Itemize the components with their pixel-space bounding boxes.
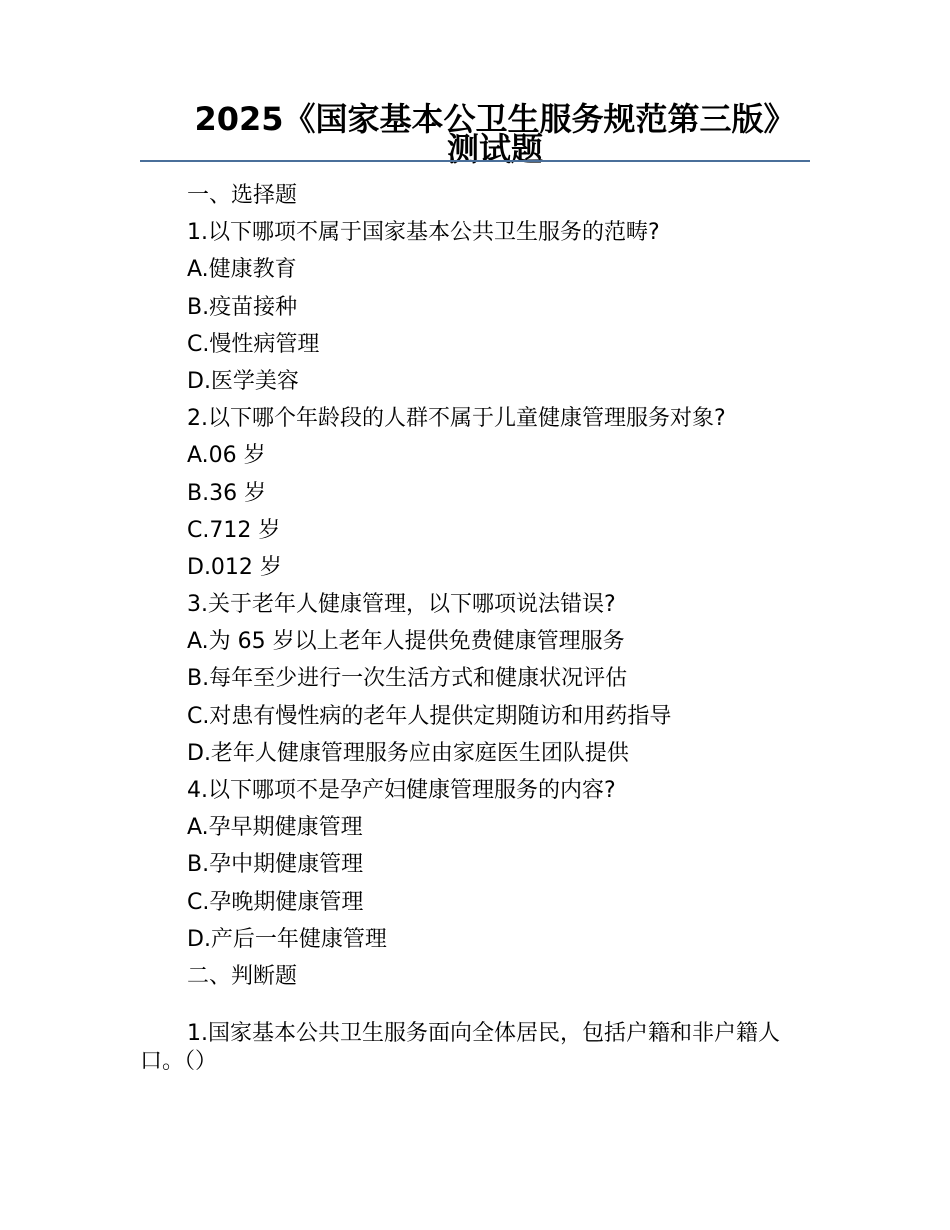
judgement-question-1: 1.国家基本公共卫生服务面向全体居民，包括户籍和非户籍人口。（） <box>140 1021 780 1074</box>
question-4: 4.以下哪项不是孕产妇健康管理服务的内容? <box>187 778 616 803</box>
title-underline <box>140 160 810 162</box>
question-1: 1.以下哪项不属于国家基本公共卫生服务的范畴? <box>187 220 660 246</box>
question-2-option-c: C.712 岁 <box>187 517 281 543</box>
question-3-option-d: D.老年人健康管理服务应由家庭医生团队提供 <box>187 740 629 766</box>
section-heading-judgement: 二、判断题 <box>187 963 298 989</box>
question-3-option-b: B.每年至少进行一次生活方式和健康状况评估 <box>187 666 628 692</box>
question-1-option-c: C.慢性病管理 <box>187 331 320 357</box>
question-1-option-d: D.医学美容 <box>187 368 299 394</box>
section-heading-choice: 一、选择题 <box>187 183 298 208</box>
question-3: 3.关于老年人健康管理，以下哪项说法错误? <box>187 592 616 618</box>
question-2-option-d: D.012 岁 <box>187 554 282 580</box>
question-4-option-d: D.产后一年健康管理 <box>187 926 387 952</box>
question-list <box>187 177 807 995</box>
document-title: 2025《国家基本公卫生服务规范第三版》测试题 <box>194 100 796 168</box>
question-4-option-c: C.孕晚期健康管理 <box>187 889 364 915</box>
question-4-option-a: A.孕早期健康管理 <box>187 815 363 841</box>
question-2-option-a: A.06 岁 <box>187 443 266 469</box>
question-3-option-a: A.为 65 岁以上老年人提供免费健康管理服务 <box>187 629 625 655</box>
question-1-option-b: B.疫苗接种 <box>187 294 298 320</box>
question-2-option-b: B.36 岁 <box>187 480 267 506</box>
question-1-option-a: A.健康教育 <box>187 257 297 283</box>
question-4-option-b: B.孕中期健康管理 <box>187 852 364 878</box>
question-3-option-c: C.对患有慢性病的老年人提供定期随访和用药指导 <box>187 703 672 729</box>
question-2: 2.以下哪个年龄段的人群不属于儿童健康管理服务对象? <box>187 406 726 432</box>
